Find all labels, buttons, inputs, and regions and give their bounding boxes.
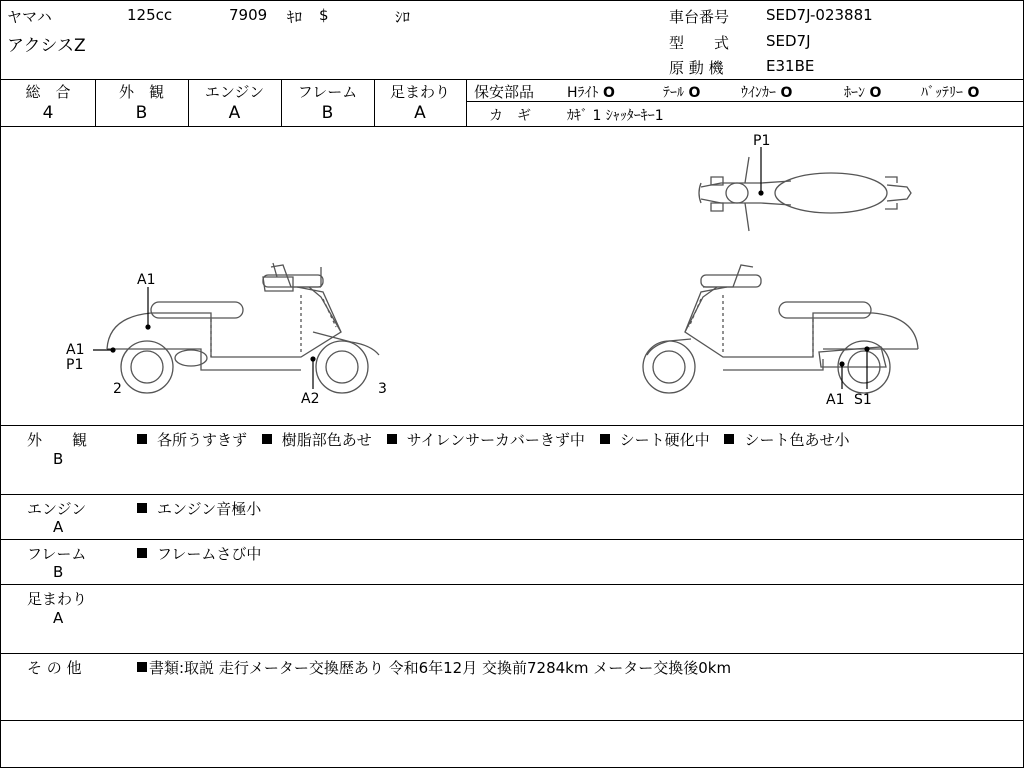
divider	[1, 79, 1023, 80]
diagram-label-s1-right: S1	[854, 392, 872, 408]
divider	[1, 425, 1023, 426]
divider	[1, 539, 1023, 540]
grade-overall-label: 総 合	[25, 83, 71, 101]
remark-grade: B	[53, 450, 64, 468]
remark-grade: B	[53, 563, 64, 581]
safety-headlight: Hﾗｲﾄ O	[567, 85, 615, 101]
safety-taillight: ﾃｰﾙ O	[663, 85, 701, 101]
scooter-top-view	[699, 157, 911, 231]
type-label: 型 式	[669, 34, 730, 52]
diagram-label-a2: A2	[301, 391, 320, 407]
grade-suspension-label: 足まわり	[389, 83, 450, 101]
displacement: 125cc	[127, 6, 173, 24]
mileage: 7909	[229, 6, 268, 24]
remark-notes: エンジン音極小	[137, 498, 261, 519]
safety-horn: ﾎｰﾝ O	[844, 85, 882, 101]
safety-parts-label: 保安部品	[474, 83, 535, 101]
remark-grade: A	[53, 609, 64, 627]
key-label: カ ギ	[489, 108, 531, 124]
remark-label: 外 観	[27, 431, 88, 449]
grade-frame-value: B	[321, 103, 334, 123]
divider	[466, 79, 467, 126]
remark-other	[1, 655, 1023, 719]
safety-battery: ﾊﾞｯﾃﾘｰ O	[921, 85, 980, 101]
diagram-label-2: 2	[113, 381, 122, 397]
remark-grade: A	[53, 518, 64, 536]
grade-exterior-label: 外 観	[118, 83, 164, 101]
diagram-label-p1-left: P1	[66, 357, 84, 373]
divider	[1, 720, 1023, 721]
currency-mark: $	[319, 6, 329, 24]
model-name: アクシスZ	[7, 36, 86, 56]
remark-frame	[1, 541, 1023, 583]
maker: ヤマハ	[7, 8, 52, 26]
divider	[1, 653, 1023, 654]
grade-exterior-value: B	[135, 103, 148, 123]
remark-label: そ の 他	[27, 659, 82, 677]
diagram-label-a1-right: A1	[826, 392, 845, 408]
remark-label: フレーム	[27, 545, 87, 563]
remark-notes: 各所うすきず 樹脂部色あせ サイレンサーカバーきず中 シート硬化中 シート色あせ小	[137, 429, 849, 450]
grade-engine-label: エンジン	[204, 83, 265, 101]
diagram-label-p1-top: P1	[753, 133, 771, 149]
remark-label: エンジン	[27, 500, 87, 518]
diagram-label-3: 3	[378, 381, 387, 397]
engine-label: 原 動 機	[669, 59, 724, 77]
remark-notes: フレームさび中	[137, 543, 261, 564]
mileage-unit: ｷﾛ	[287, 8, 303, 26]
safety-winker: ｳｲﾝｶｰ O	[741, 85, 793, 101]
body-color: ｼﾛ	[395, 8, 411, 26]
frame-no: SED7J-023881	[766, 6, 873, 24]
engine-value: E31BE	[766, 57, 815, 75]
grade-engine-value: A	[228, 103, 241, 123]
remark-engine	[1, 496, 1023, 538]
diagram-label-a1-left: A1	[66, 342, 85, 358]
remark-label: 足まわり	[27, 590, 88, 608]
divider	[1, 584, 1023, 585]
frame-no-label: 車台番号	[669, 8, 730, 26]
grade-overall-value: 4	[42, 103, 54, 123]
type-value: SED7J	[766, 32, 811, 50]
grade-frame-label: フレーム	[297, 83, 358, 101]
key-value: ｶｷﾞ 1 ｼｬｯﾀｰｷｰ1	[567, 108, 664, 124]
diagram-label-a1-top: A1	[137, 272, 156, 288]
grade-suspension-value: A	[414, 103, 426, 123]
remark-suspension	[1, 586, 1023, 652]
divider	[1, 494, 1023, 495]
scooter-right-view	[643, 265, 918, 393]
remark-exterior	[1, 427, 1023, 493]
remark-notes: 書類:取説 走行メーター交換歴あり 令和6年12月 交換前7284km メーター交換後0km	[137, 657, 731, 678]
